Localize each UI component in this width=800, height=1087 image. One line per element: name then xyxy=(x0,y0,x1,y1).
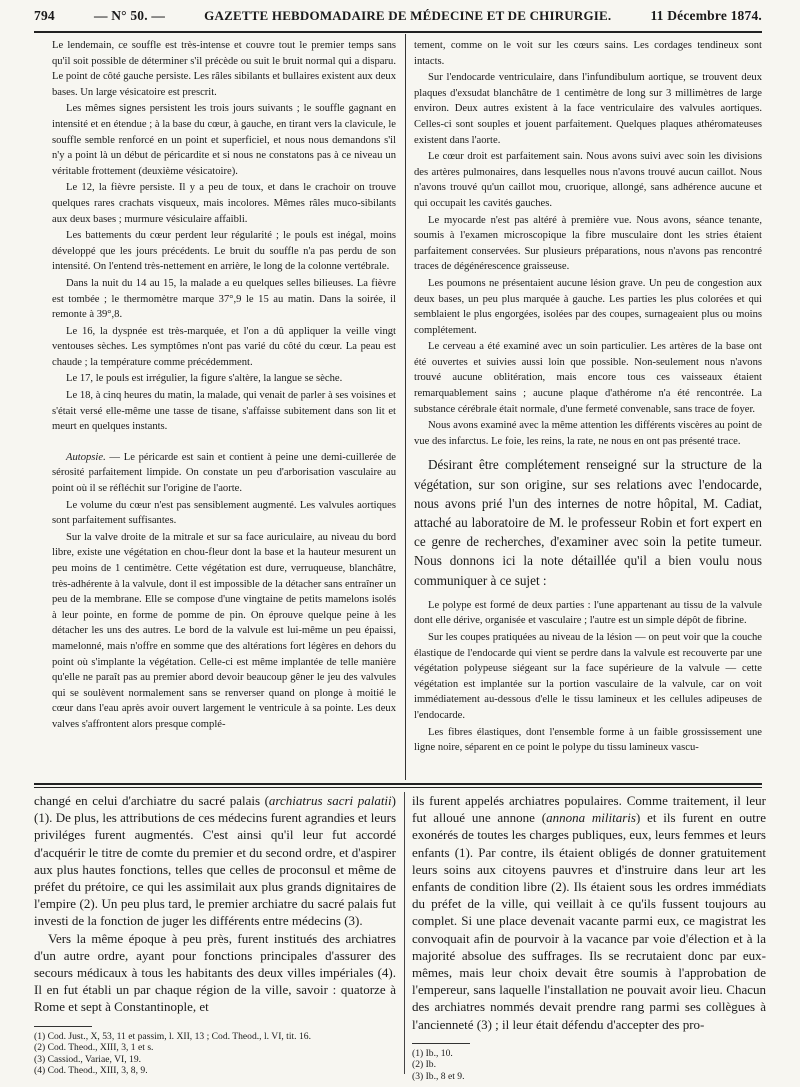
autopsie-label: Autopsie. xyxy=(66,451,106,463)
left-column xyxy=(52,38,396,734)
paragraph: Le cerveau a été examiné avec un soin particulier. Les artères de la base ont été ouvertes et suivies aussi loin que possible. Non-seulement nous n'avons trouvé aucune oblitération, mais encore tous ces vaisseaux étaient remarquablement sains ; aucune plaque d'athérome n'a été rencontrée. La substance cérébrale était normale, d'une fermeté convenable, sans trace de foyer. xyxy=(414,341,762,415)
paragraph: Le 12, la fièvre persiste. Il y a peu de toux, et dans le crachoir on trouve quelques rares crachats visqueux, mais incolores. Mêmes râles muco-sibilants aux deux bases ; murmure vésiculaire affaibli. xyxy=(52,182,396,225)
footnote-rule xyxy=(412,1043,470,1044)
paragraph: Le myocarde n'est pas altéré à première vue. Nous avons, séance tenante, soumis à l'examen microscopique la fibre musculaire dont les stries étaient parfaitement conservées. Sur plusieurs préparations, nous n'avons pas rencontré traces de dégénérescence graisseuse. xyxy=(414,214,762,273)
feuilleton-left-column xyxy=(34,792,396,1077)
feuilleton-rule xyxy=(34,783,762,785)
autopsie-intro: — Le péricarde est sain et contient à peine une demi-cuillerée de sérosité parfaitement limpide. On constate un peu d'arborisation vasculaire au point où il se réfléchit sur l'origine de l'aorte. xyxy=(52,451,396,495)
paragraph: Les battements du cœur perdent leur régularité ; le pouls est inégal, moins développé que les jours précédents. Le bruit du souffle n'a pas perdu de son intensité. On l'entend très-nettement en arrière, le long de la colonne vertébrale. xyxy=(52,230,396,273)
paragraph: Le 17, le pouls est irrégulier, la figure s'altère, la langue se sèche. xyxy=(66,373,343,385)
footnote: (1) Ib., 10. xyxy=(412,1047,453,1059)
footnote: (2) Ib. xyxy=(412,1059,436,1071)
page-header xyxy=(34,8,762,30)
paragraph: ils furent appelés archiatres populaires. Comme traitement, il leur fut alloué une annone (annona militaris) et ils furent en outre exonérés de toutes les charges publiques, eux, leurs femmes et leurs enfants (1). Par contre, ils étaient obligés de donner gratuitement leurs soins aux citoyens pauvres et d'instruire dans leur art les enfants de condition libre (2). Ils étaient sous les ordres immédiats du préfet de la ville, qui veillait à ce qu'ils fussent toujours au complet. Si une place devenait vacante parmi eux, ce magistrat les convoquait afin de pourvoir à la vacance par voie d'élection et à la majorité absolue des suffrages. Ils se recrutaient donc par eux-mêmes, mais leur choix devait être soumis à l'approbation de l'empereur, sans laquelle l'installation ne pouvait avoir lieu. Chacun des archiatres nommés devait prendre rang parmi ses collègues à l'ancienneté (3) ; il leur était défendu d'accepter des pro- xyxy=(412,793,766,1032)
paragraph: Sur l'endocarde ventriculaire, dans l'infundibulum aortique, se trouvent deux plaques d'exsudat blanchâtre de 1 centimètre de long sur 3 millimètres de large environ. Deux autres existent à la face ventriculaire des valvules aortiques. Celles-ci sont souples et jouent parfaitement. Quelques plaques athéromateuses existent dans l'aorte. xyxy=(414,72,762,146)
paragraph: Le lendemain, ce souffle est très-intense et couvre tout le premier temps sans qu'il soit possible de déterminer s'il précède ou suit le bruit normal qui a disparu. Le point de côté gauche persiste. Les râles sibilants et bullaires existent aux deux bases. Un large vésicatoire est prescrit. xyxy=(52,40,396,98)
latin-term: archiatrus sacri palatii xyxy=(268,793,392,808)
autopsie-paragraph xyxy=(52,450,396,497)
paragraph: Les poumons ne présentaient aucune lésion grave. Un peu de congestion aux deux bases, un peu plus marquée à gauche. Les parties les plus colorées et qui semblaient le plus engorgées, isolées par des coupes, surnageaient plus ou moins complétement. xyxy=(414,277,762,336)
journal-title: GAZETTE HEBDOMADAIRE DE MÉDECINE ET DE CHIRURGIE. xyxy=(204,8,612,23)
paragraph: Le 16, la dyspnée est très-marquée, et l'on a dû appliquer la veille vingt ventouses sèches. Les symptômes n'ont pas varié du côté du cœur. La peau est chaude ; la température comme précédemment. xyxy=(52,325,396,368)
paragraph: Les mêmes signes persistent les trois jours suivants ; le souffle gagnant en intensité et en étendue ; à la base du cœur, à gauche, en tirant vers la clavicule, le souffle semble renforcé en un point et superficiel, et nous nous demandons s'il n'y a point là un début de péricardite et si nous ne constatons pas à ce niveau un véritable frottement (deuxième vésicatoire). xyxy=(52,103,396,177)
issue-date: 11 Décembre 1874. xyxy=(650,8,762,23)
paragraph: Dans la nuit du 14 au 15, la malade a eu quelques selles bilieuses. La fièvre est tombée ; le thermomètre marque 37°,9 le 15 au matin. Dans la soirée, il remonte à 39°,8. xyxy=(52,277,396,321)
paragraph: Vers la même époque à peu près, furent institués des archiatres d'un autre ordre, ayant pour fonctions principales d'assurer des secours médicaux à tous les habitants des deux villes impériales (4). Il en fut établi un par chaque région de la ville, savoir : quatorze à Rome et sept à Constantinople, et xyxy=(34,930,396,1015)
feuilleton-right-column xyxy=(412,792,766,1083)
paragraph: changé en celui d'archiatre du sacré palais (archiatrus sacri palatii) (1). De plus, les attributions de ces médecins furent agrandies et leurs priviléges furent augmentés. C'est ainsi qu'il leur fut accordé d'acquérir le titre de comte du premier et du second ordre, et d'aspirer aux plus hautes fonctions, telles que celles de proconsul et même de préfet du prétoire, ce qui les assimilait aux plus grands dignitaires de l'empire (2). Un peu plus tard, le premier archiatre du sacré palais fut investi de la fonction de juger les différents entre médecins (3). xyxy=(34,793,397,929)
paragraph: Les fibres élastiques, dont l'ensemble forme à un faible grossissement une ligne noire, séparent en ce point le polype du tissu lamineux vascu- xyxy=(414,726,762,754)
page-number: 794 xyxy=(34,8,55,23)
issue-number: — N° 50. — xyxy=(93,8,166,23)
cadiat-intro xyxy=(414,455,762,589)
paragraph: Sur les coupes pratiquées au niveau de la lésion — on peut voir que la couche élastique de l'endocarde qui vient se perdre dans la valvule est recouverte par une végétation polypeuse siégeant sur la face supérieure de la valvule — cette végétation est implantée sur la portion vasculaire de la valvule, car on voit immédiatement au-dessous d'elle le tissu lamineux et les cellules adipeuses de l'endocarde. xyxy=(414,632,762,722)
paragraph: Sur la valve droite de la mitrale et sur sa face auriculaire, au niveau du bord libre, existe une végétation en chou-fleur dont la base et la hauteur mesurent un peu moins de 1 centimètre. Cette végétation est dure, verruqueuse, blanchâtre, très-adhérente à la valvule, dont il est impossible de la détacher sans entraîner un peu de la membrane. Elle se compose d'une vingtaine de petits mamelons isolés à leur pointe, en forme de pomme de pin. On éprouve quelque peine à les détacher les uns des autres. Le bord de la valvule est lui-même un peu épaissi, mamelonné, mais n'offre en somme que des altérations fort légères en dehors du point où s'implante la végétation. Celle-ci est même implantée de telle manière qu'elle ne paraît pas au premier abord devoir beaucoup gêner le jeu des valvules qui se soulèvent normalement sans se renverser quand on plonge à moitié le cœur dans l'eau après avoir ouvert largement le ventricule à sa pointe. Les deux valves s'affrontent alors presque complé- xyxy=(52,531,396,730)
footnote: (2) Cod. Theod., XIII, 3, 1 et s. xyxy=(34,1042,154,1054)
latin-term: annona militaris xyxy=(546,810,636,826)
header-rule xyxy=(34,31,762,33)
paragraph: tement, comme on le voit sur les cœurs sains. Les cordages tendineux sont intacts. xyxy=(414,40,762,67)
paragraph: Nous avons examiné avec la même attention les différents viscères au point de vue des infarctus. Le foie, les reins, la rate, ne nous en ont pas présenté trace. xyxy=(414,420,762,447)
footnote: (3) Cassiod., Variae, VI, 19. xyxy=(34,1053,142,1065)
feuilleton-rule-thin xyxy=(34,787,762,788)
column-divider xyxy=(405,34,406,780)
right-column xyxy=(414,38,762,757)
footnote-rule xyxy=(34,1026,92,1027)
paragraph: Le polype est formé de deux parties : l'une appartenant au tissu de la valvule dont elle dérive, organisée et vasculaire ; l'autre est un simple dépôt de fibrine. xyxy=(414,599,762,627)
feuilleton-divider xyxy=(404,792,405,1074)
paragraph: Le cœur droit est parfaitement sain. Nous avons suivi avec soin les divisions des artères pulmonaires, dans lesquelles nous n'avons trouvé aucun caillot. Nous n'avons trouvé qu'un caillot mou, cruorique, allongé, sans adhérence aucune et qui occupait les cavités gauches. xyxy=(414,151,762,209)
paragraph: Désirant être complétement renseigné sur la structure de la végétation, sur son origine, sur ses relations avec l'endocarde, nous avons prié l'un des internes de notre hôpital, M. Cadiat, attaché au laboratoire de M. le professeur Robin et fort expert en ce genre de recherches, d'examiner avec soin la petite tumeur. Nous donnons ici la note détaillée qu'il a bien voulu nous communiquer à ce sujet : xyxy=(414,457,762,588)
paragraph: Le volume du cœur n'est pas sensiblement augmenté. Les valvules aortiques sont parfaitement suffisantes. xyxy=(52,499,396,527)
footnote: (4) Cod. Theod., XIII, 3, 8, 9. xyxy=(34,1065,148,1077)
paragraph: Le 18, à cinq heures du matin, la malade, qui venait de parler à ses voisines et s'était versé elle-même une tasse de tisane, s'affaisse subitement dans son lit et meurt en quelques instants. xyxy=(52,390,396,433)
footnote: (1) Cod. Just., X, 53, 11 et passim, l. XII, 13 ; Cod. Theod., l. VI, tit. 16. xyxy=(34,1030,311,1042)
footnote: (3) Ib., 8 et 9. xyxy=(412,1071,465,1083)
